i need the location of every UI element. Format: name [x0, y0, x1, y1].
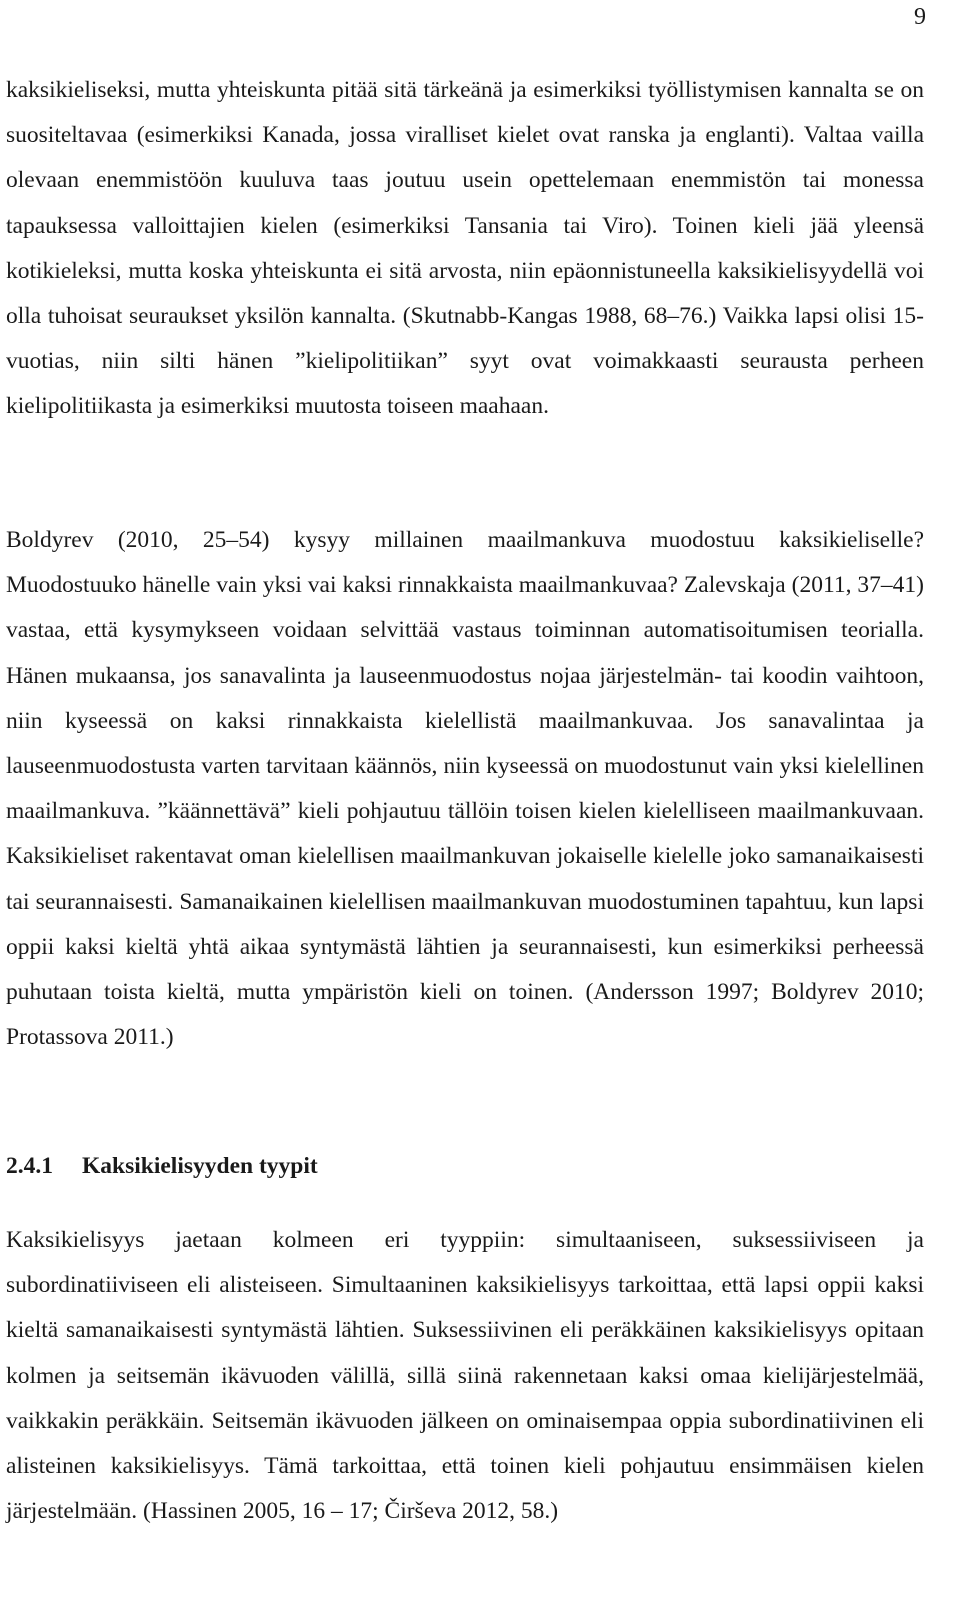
section-heading [6, 1146, 924, 1186]
section-heading-number: 2.4.1 [6, 1153, 53, 1179]
body-paragraph-1: kaksikieliseksi, mutta yhteiskunta pitää sitä tärkeänä ja esimerkiksi työllistymisen kannalta se on suositeltavaa (esimerkiksi Kanada, jossa viralliset kielet ovat ranska ja englanti). Valtaa vailla olevaan enemmistöön kuuluva taas joutuu usein opettelemaan enemmistön tai monessa tapauksessa valloittajien kielen (esimerkiksi Tansania tai Viro). Toinen kieli jää yleensä kotikieleksi, mutta koska yhteiskunta ei sitä arvosta, niin epäonnistuneella kaksikielisyydellä voi olla tuhoisat seuraukset yksilön kannalta. (Skutnabb-Kangas 1988, 68–76.) Vaikka lapsi olisi 15-vuotias, niin silti hänen ”kielipolitiikan” syyt ovat voimakkaasti seurausta perheen kielipolitiikasta ja esimerkiksi muutosta toiseen maahaan. [6, 77, 924, 420]
body-paragraph-3: Kaksikielisyys jaetaan kolmeen eri tyyppiin: simultaaniseen, suksessiiviseen ja subordinatiiviseen eli alisteiseen. Simultaaninen kaksikielisyys tarkoittaa, että lapsi oppii kaksi kieltä samanaikaisesti syntymästä lähtien. Suksessiivinen eli peräkkäinen kaksikielisyys opitaan kolmen ja seitsemän ikävuoden välillä, sillä siinä rakennetaan kaksi omaa kielijärjestelmää, vaikkakin peräkkäin. Seitsemän ikävuoden jälkeen on ominaisempaa oppia subordinatiivinen eli alisteinen kaksikielisyys. Tämä tarkoittaa, että toinen kieli pohjautuu ensimmäisen kielen järjestelmään. (Hassinen 2005, 16 – 17; Čirševa 2012, 58.) [6, 1227, 924, 1525]
body-paragraph-2: Boldyrev (2010, 25–54) kysyy millainen maailmankuva muodostuu kaksikieliselle? Muodostuuko hänelle vain yksi vai kaksi rinnakkaista maailmankuvaa? Zalevskaja (2011, 37–41) vastaa, että kysymykseen voidaan selvittää vastaus toiminnan automatisoitumisen teorialla. Hänen mukaansa, jos sanavalinta ja lauseenmuodostus nojaa järjestelmän- tai koodin vaihtoon, niin kyseessä on kaksi rinnakkaista kielellistä maailmankuvaa. Jos sanavalintaa ja lauseenmuodostusta varten tarvitaan käännös, niin kyseessä on muodostunut vain yksi kielellinen maailmankuva. ”käännettävä” kieli pohjautuu tällöin toisen kielen kielelliseen maailmankuvaan. Kaksikieliset rakentavat oman kielellisen maailmankuvan jokaiselle kielelle joko samanaikaisesti tai seurannaisesti. Samanaikainen kielellisen maailmankuvan muodostuminen tapahtuu, kun lapsi oppii kaksi kieltä yhtä aikaa syntymästä lähtien ja seurannaisesti, kun esimerkiksi perheessä puhutaan toista kieltä, mutta ympäristön kieli on toinen. (Andersson 1997; Boldyrev 2010; Protassova 2011.) [6, 527, 924, 1051]
page-number: 9 [914, 4, 926, 30]
section-heading-title: Kaksikielisyyden tyypit [82, 1153, 318, 1179]
